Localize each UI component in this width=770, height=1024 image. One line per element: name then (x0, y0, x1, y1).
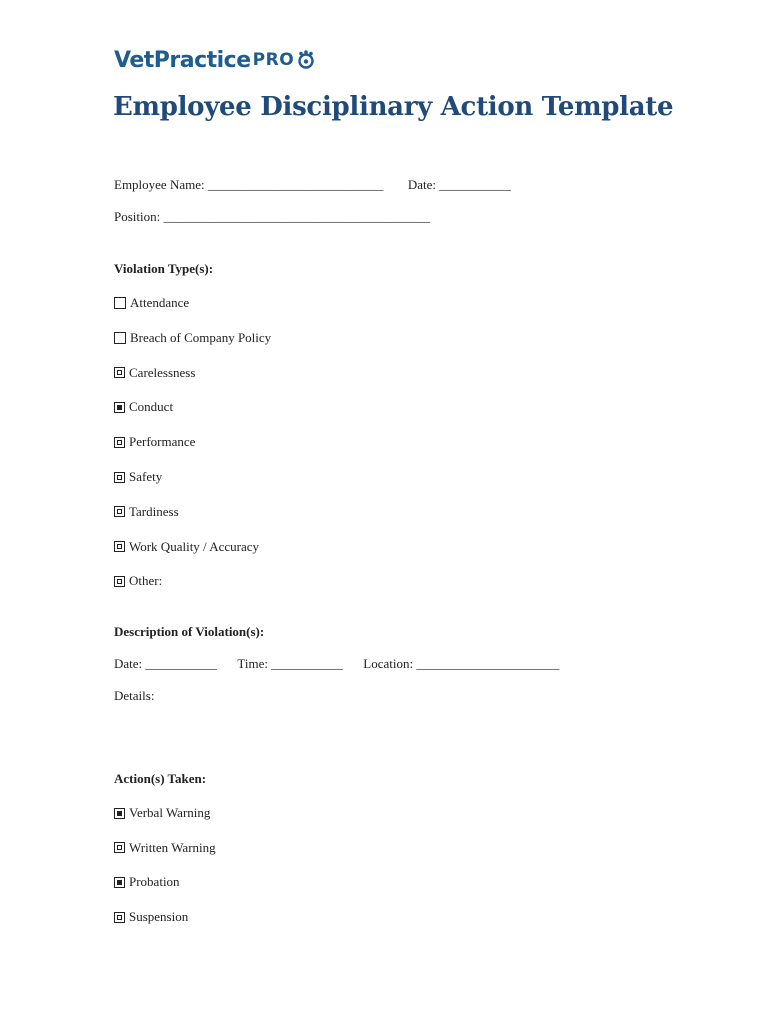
violation-option-label: Carelessness (129, 364, 196, 380)
violation-option-conduct[interactable] (114, 399, 173, 415)
violation-option-label: Breach of Company Policy (130, 329, 272, 345)
checkbox-icon[interactable] (114, 912, 125, 923)
violation-option-label: Attendance (130, 295, 190, 310)
violation-option-safety[interactable] (114, 469, 162, 485)
checkbox-icon[interactable] (114, 576, 125, 587)
details-label: Details: (114, 688, 155, 703)
action-option-label: Written Warning (129, 839, 216, 855)
checkbox-icon[interactable] (114, 367, 125, 378)
description-heading: Description of Violation(s): (114, 624, 265, 639)
actions-taken-heading: Action(s) Taken: (114, 771, 207, 786)
action-option-suspension[interactable] (114, 909, 188, 925)
violation-option-performance[interactable] (114, 434, 195, 450)
checkbox-icon[interactable] (114, 808, 125, 819)
action-option-written-warning[interactable] (114, 840, 216, 856)
violation-option-label: Other: (129, 573, 163, 589)
violation-option-label: Safety (129, 469, 163, 484)
action-option-label: Probation (129, 874, 180, 890)
violation-location-field[interactable]: Location: ______________________ (363, 656, 560, 671)
violation-option-label: Work Quality / Accuracy (129, 538, 259, 554)
violation-option-label: Performance (129, 434, 196, 450)
violation-option-tardiness[interactable] (114, 504, 179, 520)
violation-option-attendance[interactable] (114, 295, 189, 311)
employee-name-field[interactable]: Employee Name: ___________________________ (114, 177, 384, 192)
checkbox-icon[interactable] (114, 437, 125, 448)
checkbox-icon[interactable] (114, 541, 125, 552)
violation-date-field[interactable]: Date: ___________ (114, 656, 217, 671)
action-option-label: Verbal Warning (129, 805, 211, 820)
employee-date-field[interactable]: Date: ___________ (407, 177, 511, 192)
violation-option-label: Tardiness (129, 503, 179, 519)
violation-option-carelessness[interactable] (114, 365, 195, 381)
checkbox-icon[interactable] (114, 472, 125, 483)
position-field[interactable]: Position: _________________________________________ (114, 209, 430, 224)
violation-option-other[interactable] (114, 573, 162, 589)
logo-pro-text: PRO (252, 50, 295, 70)
paw-icon (296, 50, 316, 70)
position-row (114, 209, 430, 225)
violation-option-work-quality-accuracy[interactable] (114, 539, 259, 555)
violation-option-breach-of-company-policy[interactable] (114, 330, 271, 346)
action-option-probation[interactable] (114, 874, 180, 890)
description-row (114, 656, 559, 672)
violation-types-heading: Violation Type(s): (114, 261, 214, 276)
action-option-label: Suspension (129, 909, 189, 925)
employee-row (114, 177, 511, 193)
action-option-verbal-warning[interactable] (114, 805, 210, 821)
checkbox-icon[interactable] (114, 402, 125, 413)
checkbox-icon[interactable] (114, 877, 125, 888)
checkbox-icon[interactable] (114, 297, 126, 309)
violation-option-label: Conduct (129, 399, 174, 415)
checkbox-icon[interactable] (114, 506, 125, 517)
violation-time-field[interactable]: Time: ___________ (237, 656, 343, 671)
logo-brand-text: VetPractice (114, 47, 251, 73)
checkbox-icon[interactable] (114, 842, 125, 853)
checkbox-icon[interactable] (114, 332, 126, 344)
vetpracticepro-logo (114, 44, 316, 76)
page-title: Employee Disciplinary Action Template (113, 92, 674, 122)
